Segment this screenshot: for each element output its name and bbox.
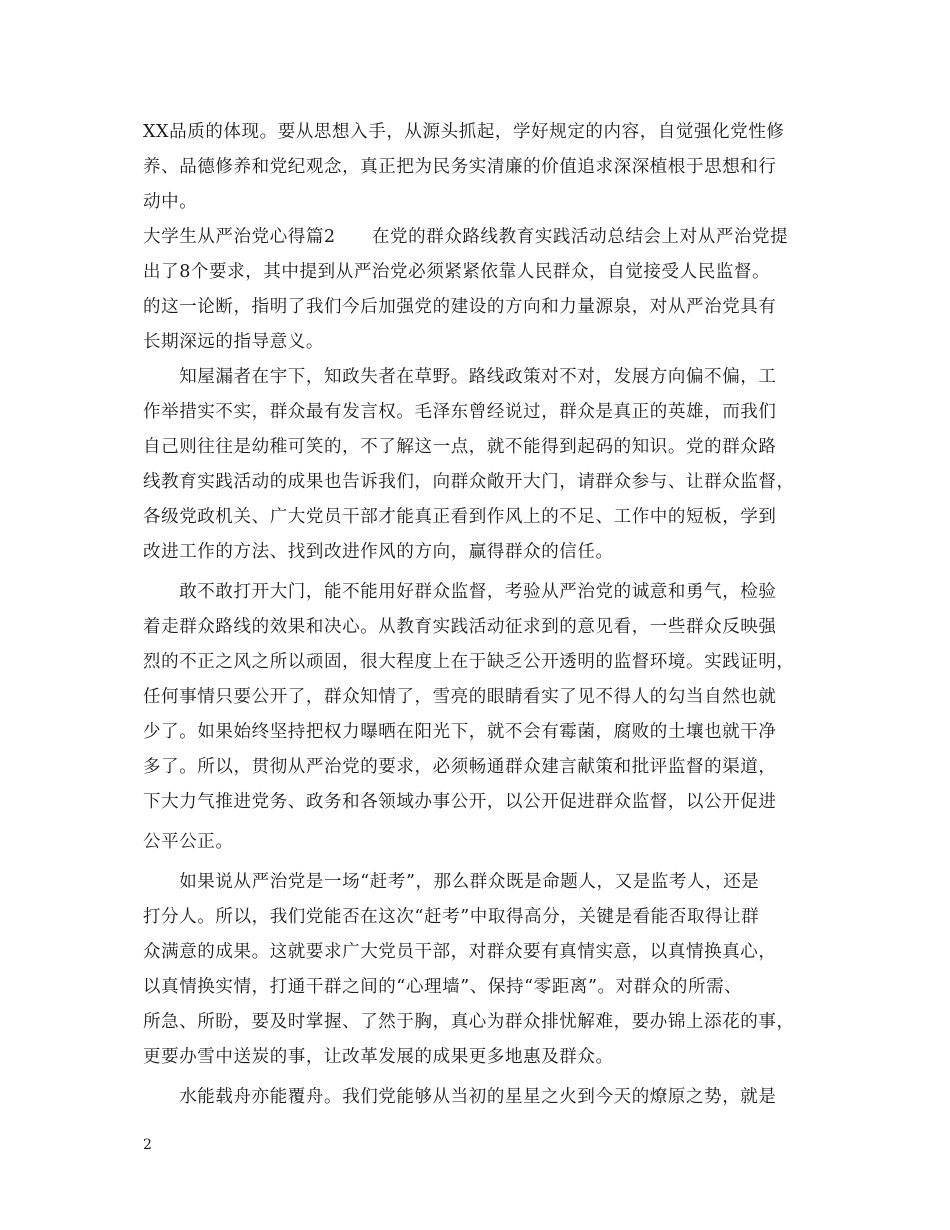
text-line: 以真情换实情，打通干群之间的“心理墙”、保持“零距离”。对群众的所需、	[143, 977, 743, 997]
text-line: XX品质的体现。要从思想入手，从源头抓起，学好规定的内容，自觉强化党性修	[143, 122, 785, 142]
text-line: 出了8个要求，其中提到从严治党必须紧紧依靠人民群众，自觉接受人民监督。	[143, 262, 771, 282]
text-line: 所急、所盼，要及时掌握、了然于胸，真心为群众排忧解难，要办锦上添花的事，	[143, 1012, 795, 1032]
text-line: 自己则往往是幼稚可笑的，不了解这一点，就不能得到起码的知识。党的群众路	[143, 437, 777, 457]
text-line: 着走群众路线的效果和决心。从教育实践活动征求到的意见看，一些群众反映强	[143, 617, 777, 637]
text-line: 少了。如果始终坚持把权力曝晒在阳光下，就不会有霉菌，腐败的土壤也就干净	[143, 722, 777, 742]
text-line: 公平公正。	[143, 832, 234, 852]
text-line: 长期深远的指导意义。	[143, 332, 324, 352]
text-line: 线教育实践活动的成果也告诉我们，向群众敞开大门，请群众参与、让群众监督，	[143, 472, 795, 492]
text-line: 的这一论断，指明了我们今后加强党的建设的方向和力量源泉，对从严治党具有	[143, 297, 777, 317]
section-heading-line: 大学生从严治党心得篇2 在党的群众路线教育实践活动总结会上对从严治党提	[143, 227, 789, 247]
text-line: 敢不敢打开大门，能不能用好群众监督，考验从严治党的诚意和勇气，检验	[143, 582, 777, 602]
page-number: 2	[143, 1137, 152, 1153]
text-line: 水能载舟亦能覆舟。我们党能够从当初的星星之火到今天的燎原之势，就是	[143, 1087, 777, 1107]
text-line: 多了。所以，贯彻从严治党的要求，必须畅通群众建言献策和批评监督的渠道，	[143, 757, 777, 777]
text-line: 改进工作的方法、找到改进作风的方向，赢得群众的信任。	[143, 542, 614, 562]
text-line: 知屋漏者在宇下，知政失者在草野。路线政策对不对，发展方向偏不偏，工	[143, 367, 777, 387]
text-line: 如果说从严治党是一场“赶考”，那么群众既是命题人，又是监考人，还是	[143, 872, 760, 892]
text-line: 任何事情只要公开了，群众知情了，雪亮的眼睛看实了见不得人的勾当自然也就	[143, 687, 777, 707]
text-line: 动中。	[143, 192, 198, 212]
text-line: 烈的不正之风之所以顽固，很大程度上在于缺乏公开透明的监督环境。实践证明，	[143, 652, 795, 672]
text-line: 养、品德修养和党纪观念，真正把为民务实清廉的价值追求深深植根于思想和行	[143, 157, 777, 177]
text-line: 打分人。所以，我们党能否在这次“赶考”中取得高分，关键是看能否取得让群	[143, 907, 760, 927]
text-line: 各级党政机关、广大党员干部才能真正看到作风上的不足、工作中的短板，学到	[143, 507, 777, 527]
text-line: 更要办雪中送炭的事，让改革发展的成果更多地惠及群众。	[143, 1047, 614, 1067]
text-line: 下大力气推进党务、政务和各领域办事公开，以公开促进群众监督，以公开促进	[143, 792, 777, 812]
text-line: 作举措实不实，群众最有发言权。毛泽东曾经说过，群众是真正的英雄，而我们	[143, 402, 777, 422]
text-line: 众满意的成果。这就要求广大党员干部，对群众要有真情实意，以真情换真心，	[143, 942, 777, 962]
